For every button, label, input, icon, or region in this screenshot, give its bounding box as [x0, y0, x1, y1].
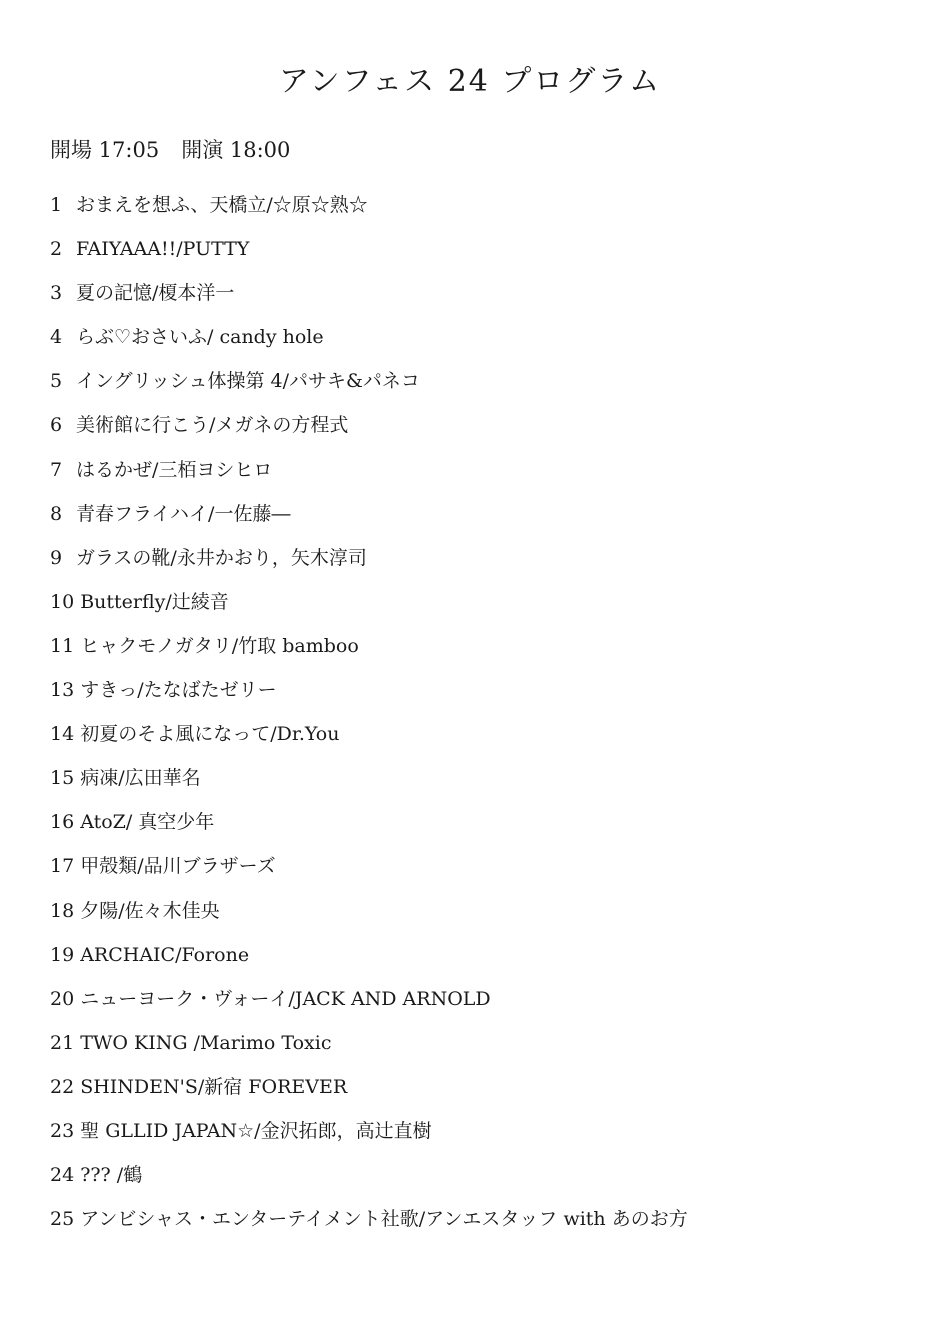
item-text: 病凍/広田華名 [80, 767, 201, 790]
item-number: 15 [50, 767, 75, 790]
item-text: 夏の記憶/榎本洋一 [76, 282, 235, 305]
item-number: 10 [50, 590, 75, 613]
item-number: 11 [50, 634, 75, 657]
program-item [50, 1072, 910, 1116]
schedule-times [50, 134, 290, 164]
program-item [50, 543, 910, 587]
item-number: 2 [50, 238, 63, 261]
program-item [50, 587, 910, 631]
program-item [50, 763, 910, 807]
item-number: 9 [50, 546, 63, 569]
item-number: 13 [50, 679, 75, 702]
program-item [50, 807, 910, 851]
item-text: すきっ/たなばたゼリー [80, 679, 277, 702]
program-item [50, 410, 910, 454]
program-item [50, 940, 910, 984]
program-list [50, 190, 910, 1248]
program-item [50, 1160, 910, 1204]
program-item [50, 190, 910, 234]
item-text: イングリッシュ体操第 4/パサキ&パネコ [76, 370, 420, 393]
item-text: 初夏のそよ風になって/Dr.You [80, 723, 340, 746]
item-number: 3 [50, 282, 63, 305]
item-text: AtoZ/ 真空少年 [80, 811, 215, 834]
item-number: 19 [50, 943, 75, 966]
item-number: 1 [50, 194, 63, 216]
item-number: 5 [50, 370, 63, 393]
item-text: ヒャクモノガタリ/竹取 bamboo [80, 634, 359, 657]
item-text: 聖 GLLID JAPAN☆/金沢拓郎，高辻直樹 [80, 1119, 432, 1142]
item-number: 22 [50, 1075, 75, 1098]
program-item [50, 896, 910, 940]
program-item [50, 455, 910, 499]
program-item [50, 499, 910, 543]
item-text: TWO KING /Marimo Toxic [80, 1031, 332, 1054]
page-title: アンフェス 24 プログラム [278, 64, 662, 99]
program-item [50, 234, 910, 278]
item-text: ??? /鶴 [80, 1164, 143, 1187]
item-number: 8 [50, 502, 63, 525]
item-text: 美術館に行こう/メガネの方程式 [76, 414, 349, 437]
item-number: 24 [50, 1164, 75, 1187]
program-item [50, 1204, 910, 1248]
item-number: 21 [50, 1031, 75, 1054]
item-number: 16 [50, 811, 75, 834]
item-text: ガラスの靴/永井かおり，矢木淳司 [76, 546, 367, 569]
item-text: SHINDEN'S/新宿 FOREVER [80, 1075, 348, 1098]
show-start-time: 開演 18:00 [181, 138, 291, 162]
program-item [50, 1116, 910, 1160]
item-text: おまえを想ふ、天橋立/☆原☆熟☆ [76, 194, 368, 216]
item-number: 17 [50, 855, 75, 878]
program-item [50, 984, 910, 1028]
item-text: ARCHAIC/Forone [80, 943, 250, 966]
item-text: らぶ♡おさいふ/ candy hole [76, 326, 324, 349]
program-item [50, 851, 910, 895]
item-number: 23 [50, 1119, 75, 1142]
program-item [50, 366, 910, 410]
item-text: FAIYAAA!!/PUTTY [76, 238, 250, 261]
program-item [50, 631, 910, 675]
item-number: 25 [50, 1208, 75, 1231]
item-number: 6 [50, 414, 63, 437]
item-text: Butterfly/辻綾音 [80, 590, 229, 613]
item-number: 14 [50, 723, 75, 746]
item-text: 青春フライハイ/一佐藤― [76, 502, 291, 525]
item-number: 18 [50, 899, 75, 922]
item-text: ニューヨーク・ヴォーイ/JACK AND ARNOLD [80, 987, 491, 1010]
item-number: 7 [50, 458, 63, 481]
item-text: アンビシャス・エンターテイメント社歌/アンエスタッフ with あのお方 [80, 1208, 688, 1231]
program-item [50, 719, 910, 763]
program-item [50, 322, 910, 366]
program-item [50, 675, 910, 719]
doors-open-time: 開場 17:05 [50, 138, 160, 162]
item-number: 4 [50, 326, 63, 349]
item-text: はるかぜ/三栢ヨシヒロ [76, 458, 273, 481]
item-text: 夕陽/佐々木佳央 [80, 899, 220, 922]
program-item [50, 1028, 910, 1072]
item-text: 甲殻類/品川ブラザーズ [80, 855, 276, 878]
item-number: 20 [50, 987, 75, 1010]
program-item [50, 278, 910, 322]
